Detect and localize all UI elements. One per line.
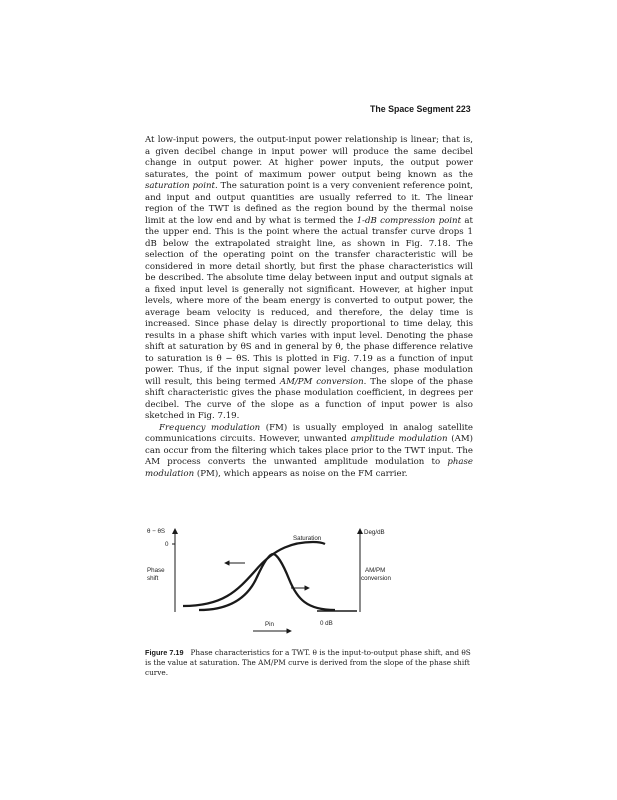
p1-text-c: at the upper end. This is the point where the actual transfer curve drops 1 dB below the extrapolated straight line, as shown in Fig. 7.18. The selection of the operating point on the transfer characteristic will be considered in more detail shortly, but first the phase characteristics will be described. The absolute time delay between input and output signals at a fixed input level is generally not significant. However, at higher input levels, where more of the beam energy is converted to output power, the average beam velocity is reduced, and therefore, the delay time is increased. Since phase delay is directly proportional to time delay, this results in a phase shift which varies with input level. Denoting the phase shift at saturation by θS and in general by θ, the phase difference relative to saturation is θ − θS. This is plotted in Fig. 7.19 as a function of input power. Thus, if the input signal power level changes, phase modulation will result, this being termed [145, 215, 473, 387]
running-head-title: The Space Segment [370, 104, 454, 114]
right-axis-label: Deg/dB [364, 529, 385, 536]
paragraph-1 [145, 135, 473, 423]
caption-label: Figure 7.19 [145, 648, 184, 657]
paragraph-2 [145, 423, 473, 481]
y-label-top: θ − θS [147, 528, 166, 535]
p2-text-a: (FM) is usually employed in analog satellite communications circuits. However, unwanted [145, 422, 473, 444]
p2-text-c: (PM), which appears as noise on the FM carrier. [194, 468, 408, 479]
figure-caption [145, 648, 473, 677]
term-1db-compression-point: 1-dB compression point [356, 215, 462, 226]
zero-db-label: 0 dB [320, 620, 333, 627]
zero-label: 0 [165, 541, 169, 548]
p1-text-a: At low-input powers, the output-input power relationship is linear; that is, a given decibel change in input power will produce the same decibel change in output power. At higher power inputs, the output power saturates, the point of maximum power output being known as the [145, 135, 473, 180]
p1-text-b: . The saturation point is a very convenient reference point, and input and output quantities are usually referred to it. The linear region of the TWT is defined as the region bound by the thermal noise limit at the low end and by what is termed the [145, 181, 474, 226]
caption-text: Phase characteristics for a TWT. θ is the input-to-output phase shift, and θS is the value at saturation. The AM/PM curve is derived from the slope of the phase shift curve. [145, 648, 471, 677]
am-pm-conversion-curve [199, 554, 335, 610]
phase-shift-curve [183, 542, 325, 606]
page-number: 223 [456, 104, 471, 114]
term-frequency-modulation: Frequency modulation [159, 422, 261, 433]
saturation-label: Saturation [293, 535, 322, 542]
right-label-am-pm: AM/PM [365, 567, 386, 574]
right-label-conversion: conversion [361, 575, 391, 582]
term-amplitude-modulation: amplitude modulation [350, 434, 448, 444]
body-text [145, 135, 473, 480]
left-axis-label-phase: Phase [147, 567, 165, 574]
figure-7-19 [145, 525, 475, 640]
term-phase-modulation: phase modulation [145, 457, 473, 479]
x-axis-label: Pin [265, 621, 274, 628]
p1-text-d: . The slope of the phase shift characteristic gives the phase modulation coefficient, in degrees per decibel. The curve of the slope as a function of input power is also sketched in Fig. 7.19. [145, 376, 474, 421]
phase-characteristics-diagram [145, 525, 475, 640]
term-saturation-point: saturation point [145, 181, 215, 191]
left-axis-label-shift: shift [147, 575, 159, 582]
term-am-pm-conversion: AM/PM conversion [279, 376, 364, 387]
running-header [0, 104, 617, 118]
p2-text-b: (AM) can occur from the filtering which takes place prior to the TWT input. The AM process converts the unwanted amplitude modulation to [145, 434, 473, 467]
